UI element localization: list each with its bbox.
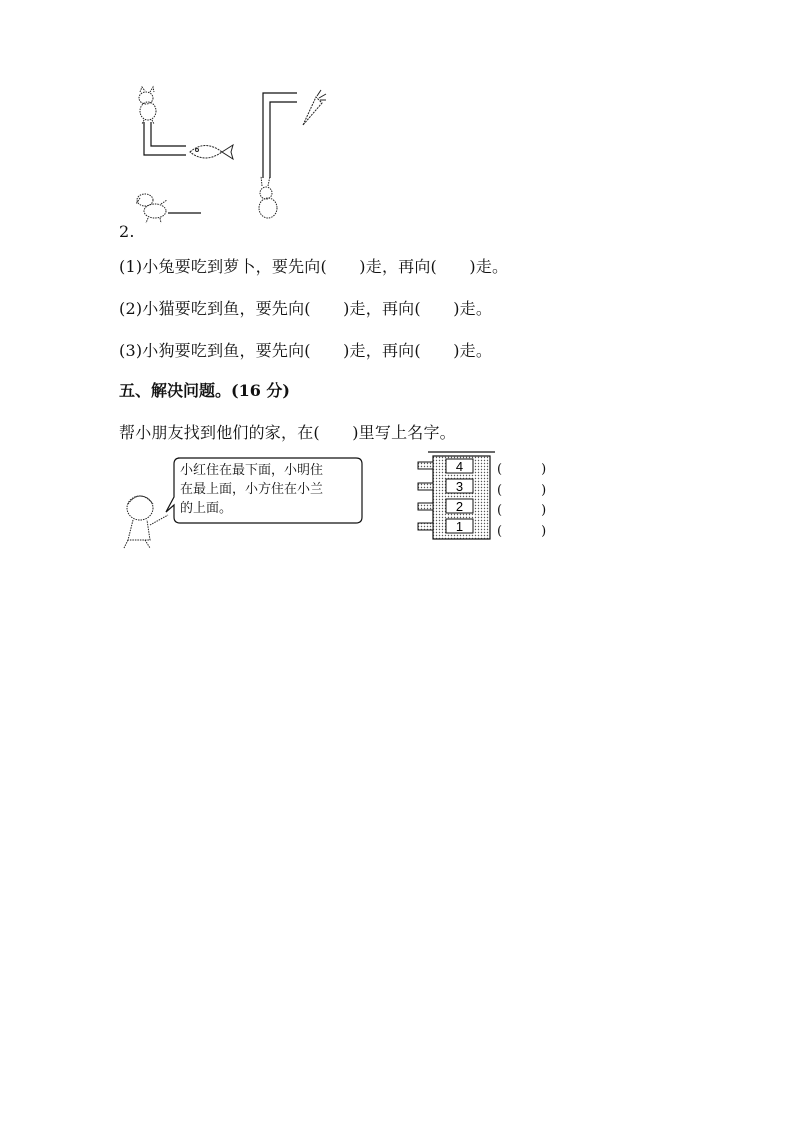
question-rabbit: (1)小兔要吃到萝卜，要先向( )走，再向( )走。 bbox=[119, 257, 509, 276]
answer-blank-floor-4[interactable]: ( ) bbox=[497, 462, 547, 477]
section-instruction: 帮小朋友找到他们的家，在( )里写上名字。 bbox=[119, 423, 456, 442]
section-heading: 五、解决问题。(16 分) bbox=[119, 381, 290, 400]
speech-line-3: 的上面。 bbox=[180, 501, 233, 516]
question-cat: (2)小猫要吃到鱼，要先向( )走，再向( )走。 bbox=[119, 299, 493, 318]
floor-2-label: 2 bbox=[455, 499, 464, 514]
speech-line-1: 小红住在最下面，小明住 bbox=[180, 463, 324, 478]
problem-number: 2. bbox=[119, 222, 135, 241]
answer-blank-floor-1[interactable]: ( ) bbox=[497, 524, 547, 539]
speech-line-2: 在最上面，小方住在小兰 bbox=[180, 482, 324, 497]
question-dog: (3)小狗要吃到鱼，要先向( )走，再向( )走。 bbox=[119, 341, 493, 360]
floor-4-label: 4 bbox=[455, 459, 464, 474]
answer-blank-floor-3[interactable]: ( ) bbox=[497, 483, 547, 498]
answer-blank-floor-2[interactable]: ( ) bbox=[497, 503, 547, 518]
floor-3-label: 3 bbox=[455, 479, 464, 494]
floor-1-label: 1 bbox=[455, 519, 464, 534]
